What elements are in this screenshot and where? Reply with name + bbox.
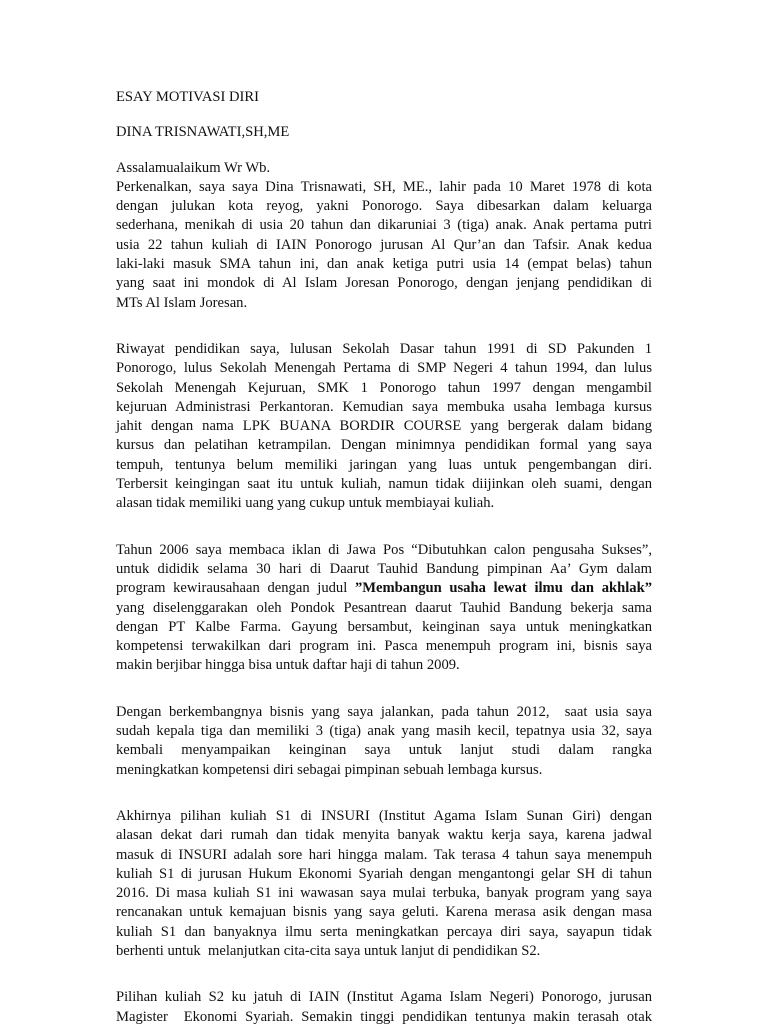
paragraph-line: sederhana, menikah di usia 20 tahun dan dikaruniai 3 (tiga) anak. Anak pertama putri — [116, 217, 652, 234]
document-title: ESAY MOTIVASI DIRI — [116, 89, 259, 105]
paragraph-line: meningkatkan kompetensi diri sebagai pimpinan sebuah lembaga kursus. — [116, 761, 543, 778]
program-title-bold: ”Membangun usaha lewat ilmu dan akhlak” — [354, 580, 652, 597]
paragraph-line: usia 22 tahun kuliah di IAIN Ponorogo jurusan Al Qur’an dan Tafsir. Anak kedua — [116, 236, 652, 253]
paragraph-line: Magister Ekonomi Syariah. Semakin tinggi pendidikan tentunya makin terasah otak — [116, 1008, 652, 1025]
paragraph-1 — [116, 178, 652, 313]
paragraph-2 — [116, 340, 652, 514]
paragraph-6 — [116, 988, 652, 1027]
paragraph-line: kompetensi terwakilkan dari program ini. Pasca menempuh program ini, bisnis saya — [116, 638, 652, 655]
paragraph-line — [116, 579, 652, 598]
paragraph-line: untuk dididik selama 30 hari di Daarut Tauhid Bandung pimpinan Aa’ Gym dalam — [116, 560, 652, 577]
paragraph-line: tempuh, tentunya belum memiliki jaringan yang luas untuk pengembangan diri. — [116, 456, 652, 473]
paragraph-line: Sekolah Menengah Kejuruan, SMK 1 Ponorogo tahun 1997 dengan mengambil — [116, 379, 652, 396]
paragraph-line: yang saat ini mondok di Al Islam Joresan Ponorogo, dengan jenjang pendidikan di — [116, 275, 652, 292]
greeting: Assalamualaikum Wr Wb. — [116, 159, 271, 176]
paragraph-line: kembali menyampaikan keinginan saya untuk lanjut studi dalam rangka — [116, 742, 652, 759]
paragraph-line: Tahun 2006 saya membaca iklan di Jawa Pos “Dibutuhkan calon pengusaha Sukses”, — [116, 541, 652, 558]
paragraph-line: makin berjibar hingga bisa untuk daftar haji di tahun 2009. — [116, 657, 460, 674]
paragraph-3 — [116, 541, 652, 676]
paragraph-line: MTs Al Islam Joresan. — [116, 294, 248, 311]
paragraph-text: program kewirausahaan dengan judul — [116, 580, 355, 597]
paragraph-line: Terbersit keingingan saat itu untuk kuliah, namun tidak diijinkan oleh suami, dengan — [116, 476, 652, 493]
paragraph-line: Riwayat pendidikan saya, lulusan Sekolah Dasar tahun 1991 di SD Pakunden 1 — [116, 340, 652, 357]
paragraph-line: Pilihan kuliah S2 ku jatuh di IAIN (Institut Agama Islam Negeri) Ponorogo, jurusan — [116, 989, 652, 1006]
paragraph-line: berhenti untuk melanjutkan cita-cita saya untuk lanjut di pendidikan S2. — [116, 942, 541, 959]
paragraph-line: alasan dekat dari rumah dan tidak menyita banyak waktu kerja saya, karena jadwal — [116, 827, 652, 844]
paragraph-line: alasan tidak memiliki uang yang cukup untuk membiayai kuliah. — [116, 495, 495, 512]
paragraph-line: dengan julukan kota reyog, yakni Ponorogo. Saya dibesarkan dalam keluarga — [116, 198, 652, 215]
paragraph-line: masuk di INSURI adalah sore hari hingga malam. Tak terasa 4 tahun saya menempuh — [116, 846, 652, 863]
paragraph-line: kejuruan Administrasi Perkantoran. Kemudian saya membuka usaha lembaga kursus — [116, 398, 652, 415]
paragraph-line: Akhirnya pilihan kuliah S1 di INSURI (Institut Agama Islam Sunan Giri) dengan — [116, 807, 652, 824]
paragraph-5 — [116, 807, 652, 961]
paragraph-line: kuliah S1 dan banyaknya ilmu serta meningkatkan percaya diri saya, sayapun tidak — [116, 923, 652, 940]
paragraph-line: dengan PT Kalbe Farma. Gayung bersambut, keinginan saya untuk meningkatkan — [116, 618, 652, 635]
paragraph-line: laki-laki masuk SMA tahun ini, dan anak ketiga putri usia 14 (empat belas) tahun — [116, 256, 652, 273]
paragraph-line: kuliah S1 di jurusan Hukum Ekonomi Syariah dengan mengantongi gelar SH di tahun — [116, 865, 652, 882]
author-name: DINA TRISNAWATI,SH,ME — [116, 124, 290, 141]
paragraph-line: sudah kepala tiga dan memiliki 3 (tiga) anak yang masih kecil, tepatnya usia 32, saya — [116, 723, 652, 740]
paragraph-4 — [116, 703, 652, 780]
paragraph-line: rencanakan untuk kemajuan bisnis yang saya geluti. Karena merasa asik dengan masa — [116, 904, 652, 921]
paragraph-line: Dengan berkembangnya bisnis yang saya jalankan, pada tahun 2012, saat usia saya — [116, 703, 652, 720]
paragraph-line: Ponorogo, lulus Sekolah Menengah Pertama di SMP Negeri 4 tahun 1994, dan lulus — [116, 360, 652, 377]
paragraph-line: 2016. Di masa kuliah S1 ini wawasan saya mulai terbuka, banyak program yang saya — [116, 885, 652, 902]
paragraph-line: kursus dan pelatihan ketrampilan. Dengan minimnya pendidikan formal yang saya — [116, 437, 652, 454]
paragraph-line: yang diselenggarakan oleh Pondok Pesantrean daarut Tauhid Bandung bekerja sama — [116, 599, 652, 616]
document-page — [116, 88, 652, 1027]
paragraph-line: Perkenalkan, saya saya Dina Trisnawati, SH, ME., lahir pada 10 Maret 1978 di kota — [116, 178, 652, 195]
paragraph-line: jahit dengan nama LPK BUANA BORDIR COURSE yang bergerak dalam bidang — [116, 418, 652, 435]
